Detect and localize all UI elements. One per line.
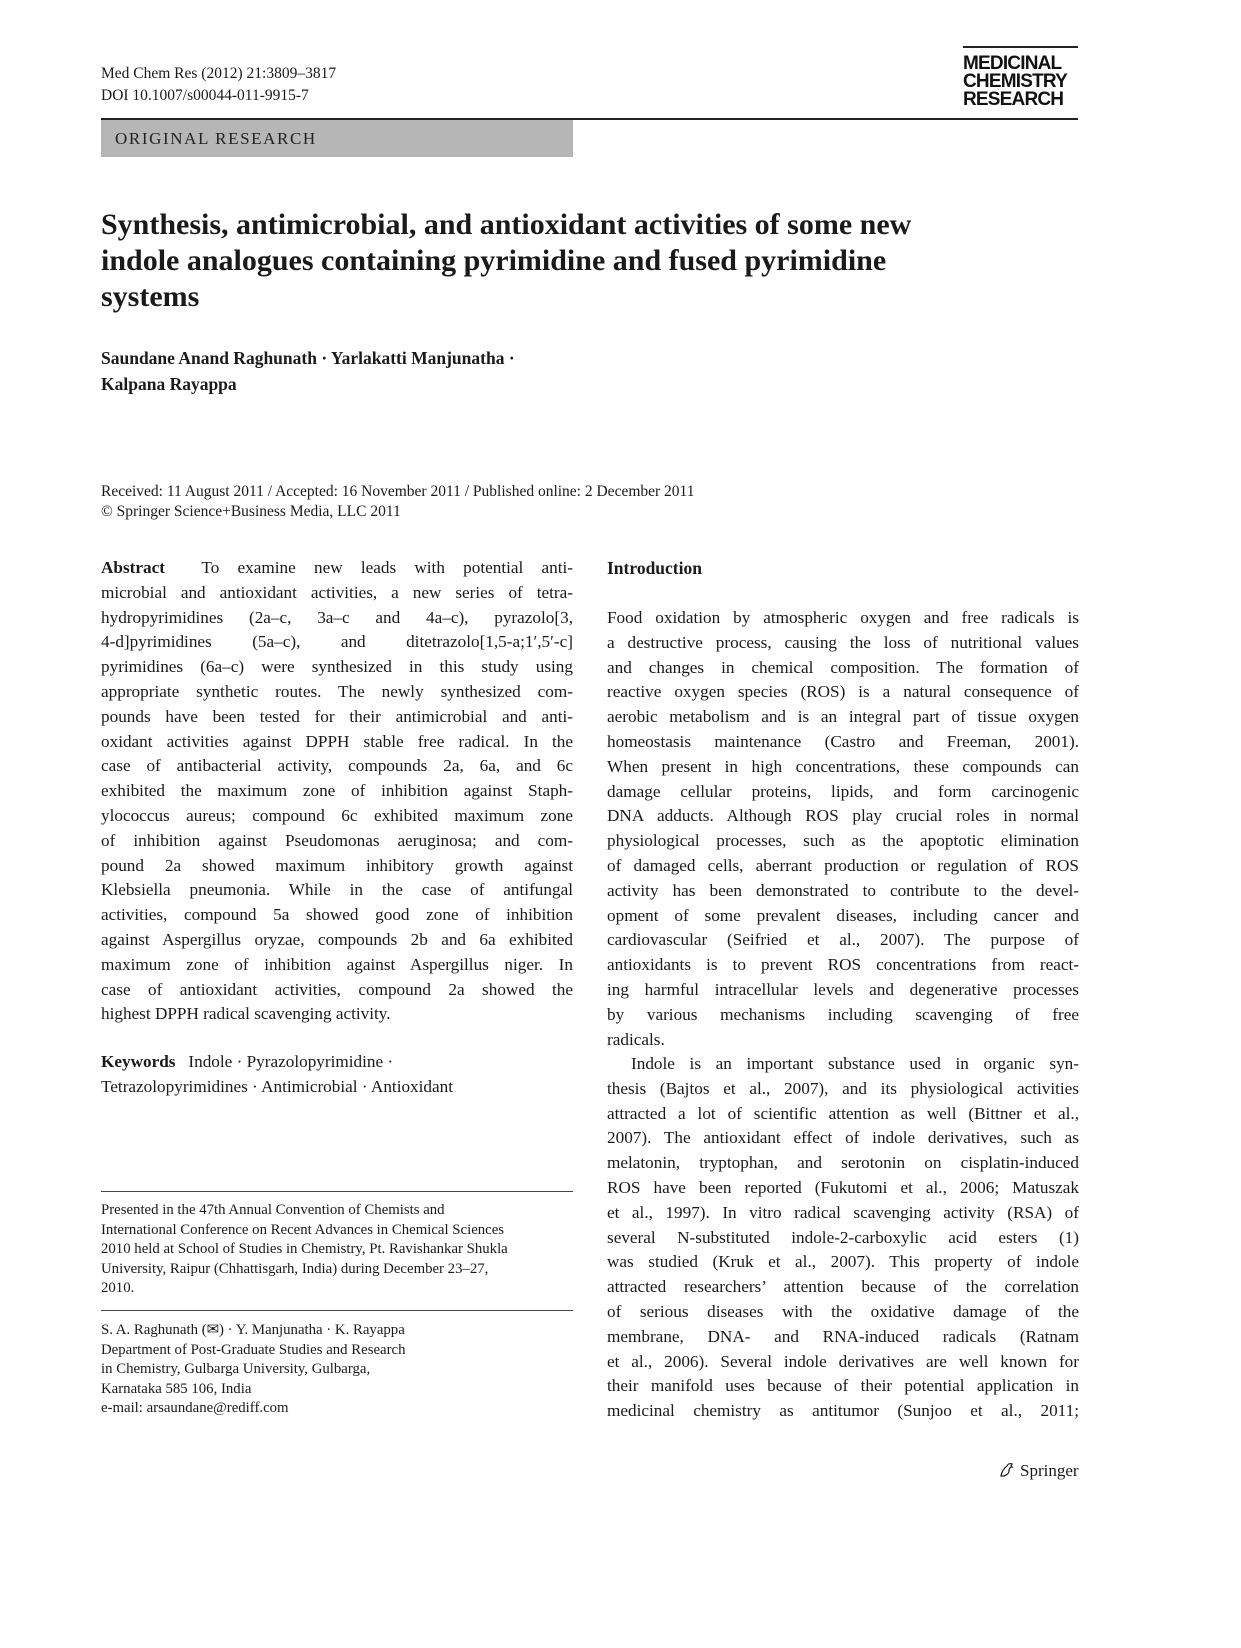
abstract-line: maximum zone of inhibition against Aspergillus niger. In	[101, 954, 573, 974]
abstract-heading: Abstract	[101, 558, 165, 577]
intro-line: damage cellular proteins, lipids, and form carcinogenic	[607, 781, 1079, 801]
presented-note	[101, 1201, 573, 1299]
abstract-line: To examine new leads with potential anti-	[201, 558, 573, 577]
intro-line: et al., 2006). Several indole derivatives are well known for	[607, 1351, 1079, 1371]
intro-line: homeostasis maintenance (Castro and Freeman, 2001).	[607, 731, 1079, 751]
logo-line: MEDICINAL	[963, 53, 1062, 74]
abstract-line: of inhibition against Pseudomonas aeruginosa; and com-	[101, 830, 573, 850]
presented-line: International Conference on Recent Advances in Chemical Sciences	[101, 1221, 505, 1238]
intro-line: melatonin, tryptophan, and serotonin on cisplatin-induced	[607, 1153, 1079, 1173]
publisher-mark	[998, 1460, 1079, 1482]
intro-line: physiological processes, such as the apoptotic elimination	[607, 831, 1079, 851]
authors	[101, 345, 515, 397]
section-label: ORIGINAL RESEARCH	[101, 120, 573, 157]
intro-line: ing harmful intracellular levels and degenerative processes	[607, 979, 1079, 999]
intro-line: 2007). The antioxidant effect of indole derivatives, such as	[607, 1128, 1079, 1148]
intro-line: radicals.	[607, 1029, 665, 1049]
intro-line: When present in high concentrations, these compounds can	[607, 756, 1079, 776]
abstract-line: case of antioxidant activities, compound 2a showed the	[101, 979, 573, 999]
title-line: Synthesis, antimicrobial, and antioxidant activities of some new	[101, 208, 912, 241]
article-title	[101, 207, 1061, 315]
intro-line: activity has been demonstrated to contribute to the devel-	[607, 880, 1079, 900]
authors-line: Saundane Anand Raghunath · Yarlakatti Manjunatha ·	[101, 348, 515, 368]
intro-line: a destructive process, causing the loss of nutritional values	[607, 632, 1079, 652]
intro-line: their manifold uses because of their potential application in	[607, 1376, 1079, 1396]
logo-line: CHEMISTRY	[963, 71, 1067, 92]
intro-line: cardiovascular (Seifried et al., 2007). The purpose of	[607, 930, 1079, 950]
intro-line: and changes in chemical composition. The formation of	[607, 657, 1079, 677]
intro-line: et al., 1997). In vitro radical scavenging activity (RSA) of	[607, 1202, 1079, 1222]
affiliation-line: Department of Post-Graduate Studies and Research	[101, 1341, 406, 1358]
intro-line: of serious diseases with the oxidative damage of the	[607, 1301, 1079, 1321]
abstract-line: microbial and antioxidant activities, a new series of tetra-	[101, 582, 573, 602]
intro-line: of damaged cells, aberrant production or regulation of ROS	[607, 855, 1079, 875]
abstract-line: exhibited the maximum zone of inhibition against Staph-	[101, 781, 573, 801]
affiliation	[101, 1321, 573, 1419]
presented-line: Presented in the 47th Annual Convention of Chemists and	[101, 1202, 445, 1218]
intro-line: aerobic metabolism and is an integral part of tissue oxygen	[607, 707, 1079, 727]
intro-line: was studied (Kruk et al., 2007). This property of indole	[607, 1252, 1079, 1272]
affiliation-line: Karnataka 585 106, India	[101, 1380, 252, 1397]
keywords-heading: Keywords	[101, 1052, 176, 1071]
intro-line: ROS have been reported (Fukutomi et al., 2006; Matuszak	[607, 1177, 1079, 1197]
intro-line: antioxidants is to prevent ROS concentrations from react-	[607, 955, 1079, 975]
abstract-line: oxidant activities against DPPH stable free radical. In the	[101, 731, 573, 751]
abstract-line: activities, compound 5a showed good zone of inhibition	[101, 905, 573, 925]
presented-line: 2010 held at School of Studies in Chemistry, Pt. Ravishankar Shukla	[101, 1241, 508, 1258]
abstract-line: Klebsiella pneumonia. While in the case of antifungal	[101, 880, 573, 900]
title-line: systems	[101, 280, 200, 313]
introduction-para-1	[607, 606, 1079, 1052]
intro-line: membrane, DNA- and RNA-induced radicals (Ratnam	[607, 1326, 1079, 1346]
abstract-line: against Aspergillus oryzae, compounds 2b and 6a exhibited	[101, 929, 573, 949]
publisher-name: Springer	[1020, 1461, 1079, 1480]
journal-citation: Med Chem Res (2012) 21:3809–3817	[101, 65, 337, 82]
affiliation-line: in Chemistry, Gulbarga University, Gulbarga,	[101, 1361, 371, 1378]
keywords-line: Indole · Pyrazolopyrimidine ·	[188, 1052, 394, 1071]
intro-line: DNA adducts. Although ROS play crucial roles in normal	[607, 806, 1079, 826]
intro-line: Indole is an important substance used in organic syn-	[631, 1054, 1079, 1073]
affiliation-authors: S. A. Raghunath (✉) · Y. Manjunatha · K. Rayappa	[101, 1322, 405, 1338]
springer-horse-icon	[998, 1461, 1016, 1479]
keywords-line: Tetrazolopyrimidines · Antimicrobial · Antioxidant	[101, 1076, 454, 1096]
abstract-line: 4-d]pyrimidines (5a–c), and ditetrazolo[1,5-a;1′,5′-c]	[101, 632, 573, 652]
abstract-line: hydropyrimidines (2a–c, 3a–c and 4a–c), pyrazolo[3,	[101, 607, 573, 627]
copyright: © Springer Science+Business Media, LLC 2011	[101, 503, 401, 520]
intro-line: attracted researchers’ attention because of the correlation	[607, 1277, 1079, 1297]
keywords	[101, 1050, 573, 1100]
doi: DOI 10.1007/s00044-011-9915-7	[101, 87, 309, 104]
logo-rule	[963, 46, 1078, 48]
intro-line: reactive oxygen species (ROS) is a natural consequence of	[607, 682, 1079, 702]
abstract-line: highest DPPH radical scavenging activity.	[101, 1004, 391, 1024]
abstract-line: pyrimidines (6a–c) were synthesized in this study using	[101, 657, 573, 677]
title-line: indole analogues containing pyrimidine and fused pyrimidine	[101, 244, 887, 277]
article-dates: Received: 11 August 2011 / Accepted: 16 November 2011 / Published online: 2 December 2011	[101, 483, 695, 500]
abstract-line: ylococcus aureus; compound 6c exhibited maximum zone	[101, 805, 573, 825]
intro-line: Food oxidation by atmospheric oxygen and free radicals is	[607, 608, 1079, 627]
affiliation-rule	[101, 1310, 573, 1311]
abstract-line: pound 2a showed maximum inhibitory growth against	[101, 855, 573, 875]
intro-line: by various mechanisms including scavenging of free	[607, 1004, 1079, 1024]
email-link[interactable]: e-mail: arsaundane@rediff.com	[101, 1400, 289, 1417]
logo-line: RESEARCH	[963, 89, 1064, 110]
presented-line: University, Raipur (Chhattisgarh, India) during December 23–27,	[101, 1260, 489, 1277]
abstract-line: appropriate synthetic routes. The newly synthesized com-	[101, 681, 573, 701]
abstract-line: case of antibacterial activity, compounds 2a, 6a, and 6c	[101, 756, 573, 776]
introduction-para-2	[607, 1052, 1079, 1424]
intro-line: attracted a lot of scientific attention as well (Bittner et al.,	[607, 1103, 1079, 1123]
intro-line: medicinal chemistry as antitumor (Sunjoo et al., 2011;	[607, 1401, 1079, 1421]
footnote-rule	[101, 1191, 573, 1192]
intro-line: several N-substituted indole-2-carboxylic acid esters (1)	[607, 1227, 1079, 1247]
journal-logo	[963, 55, 1067, 109]
introduction-heading: Introduction	[607, 558, 702, 578]
abstract-line: pounds have been tested for their antimicrobial and anti-	[101, 706, 573, 726]
authors-line: Kalpana Rayappa	[101, 374, 237, 394]
abstract	[101, 556, 573, 1027]
intro-line: thesis (Bajtos et al., 2007), and its physiological activities	[607, 1078, 1079, 1098]
presented-line: 2010.	[101, 1280, 135, 1297]
intro-line: opment of some prevalent diseases, including cancer and	[607, 905, 1079, 925]
